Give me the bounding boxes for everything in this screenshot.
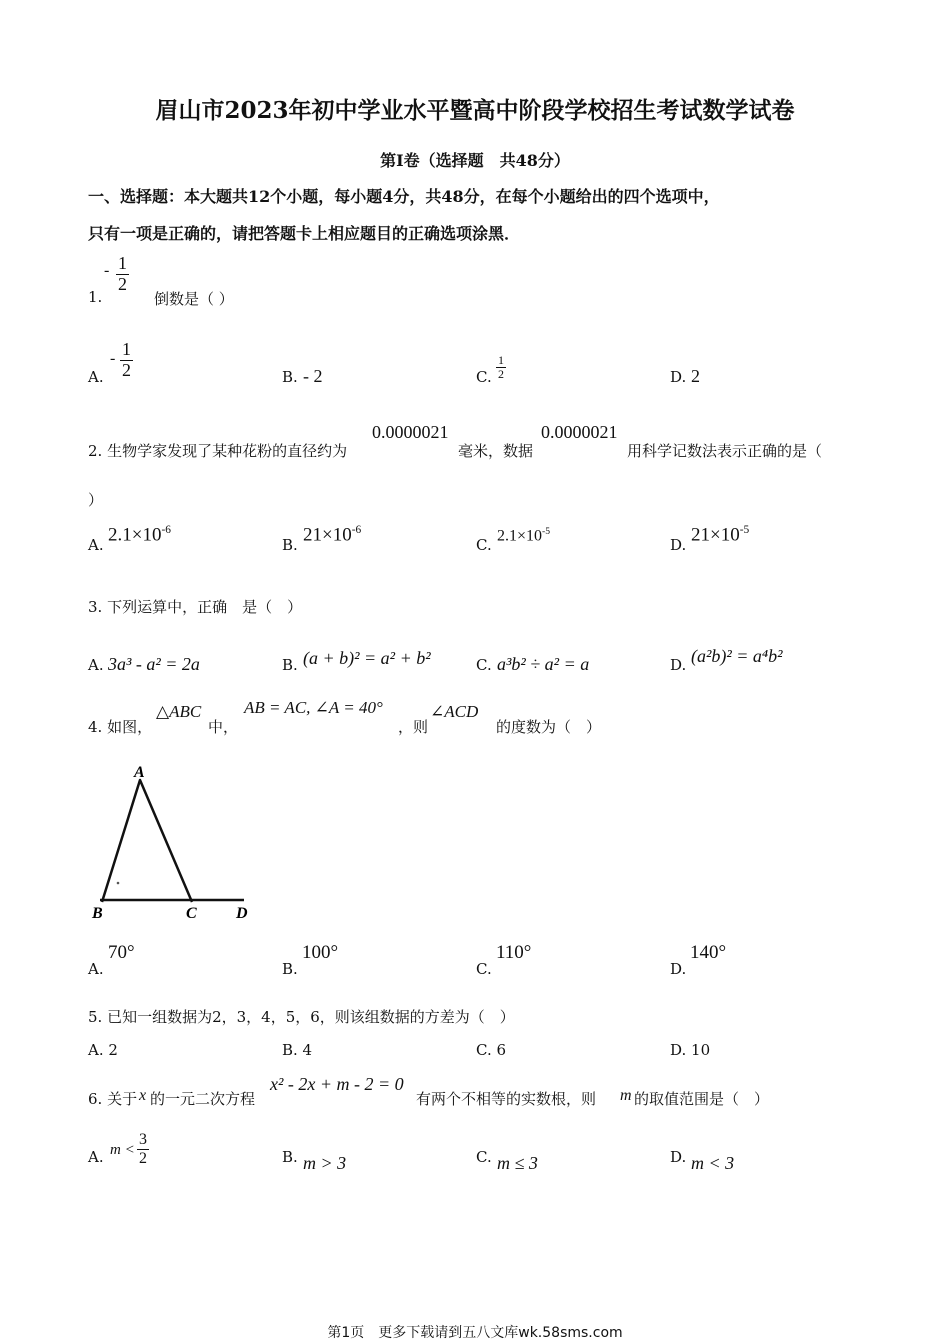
- q6-option-a-label[interactable]: A.: [88, 1148, 104, 1166]
- q1-minus: -: [104, 262, 110, 279]
- q6-option-c-label[interactable]: C.: [476, 1148, 492, 1166]
- q4-option-d-label[interactable]: D.: [670, 960, 687, 978]
- q4-option-c-value: 110°: [496, 942, 532, 963]
- q4-given-condition: AB = AC, ∠A = 40°: [244, 698, 383, 717]
- q1-option-b-label[interactable]: B.: [282, 368, 298, 386]
- q3-option-b-label[interactable]: B.: [282, 656, 298, 674]
- q2-option-c-label[interactable]: C.: [476, 536, 492, 554]
- exam-title: 眉山市2023年初中学业水平暨高中阶段学校招生考试数学试卷: [155, 97, 795, 124]
- q2-value2: 0.0000021: [541, 422, 618, 442]
- q6-variable-x: x: [139, 1087, 147, 1104]
- page-footer: 第1页 更多下载请到五八文库wk.58sms.com: [327, 1325, 623, 1341]
- q3-option-d-label[interactable]: D.: [670, 656, 687, 674]
- q4-option-b-label[interactable]: B.: [282, 960, 298, 978]
- q4-angle-acd: ∠ACD: [430, 702, 479, 721]
- q6-variable-m: m: [620, 1087, 632, 1104]
- q3-option-c-label[interactable]: C.: [476, 656, 492, 674]
- q4-text-part1: 4. 如图，: [88, 718, 153, 736]
- q5-option-a[interactable]: A. 2: [88, 1041, 118, 1059]
- point-label-b: B: [92, 905, 103, 922]
- q6-option-d-label[interactable]: D.: [670, 1148, 687, 1166]
- q1-option-a-minus: -: [110, 350, 116, 367]
- q6-text-part3: 有两个不相等的实数根，则: [416, 1090, 597, 1108]
- point-label-a: A: [134, 764, 145, 781]
- q4-option-a-value: 70°: [108, 942, 135, 963]
- q2-text-part2: 毫米，数据: [458, 442, 534, 460]
- q1-text: 倒数是（ ）: [154, 290, 234, 308]
- section-instruction-line1: 一、选择题：本大题共12个小题，每小题4分，共48分，在每个小题给出的四个选项中，: [88, 187, 720, 206]
- section-instruction-line2: 只有一项是正确的，请把答题卡上相应题目的正确选项涂黑．: [88, 224, 521, 243]
- q3-option-b-expr: (a + b)² = a² + b²: [303, 648, 431, 668]
- point-label-c: C: [186, 905, 197, 922]
- q4-text-part3: ，则: [398, 718, 429, 736]
- q5-option-b[interactable]: B. 4: [282, 1041, 313, 1059]
- q1-option-d-label[interactable]: D.: [670, 368, 687, 386]
- q4-option-b-value: 100°: [302, 942, 339, 963]
- triangle-sides: [102, 780, 192, 902]
- q4-text-part4: 的度数为（ ）: [496, 718, 602, 736]
- q6-text-part2: 的一元二次方程: [150, 1090, 256, 1108]
- q2-text-part1: 2. 生物学家发现了某种花粉的直径约为: [88, 442, 348, 460]
- q4-triangle-abc: △ABC: [156, 702, 202, 721]
- q5-text: 5. 已知一组数据为2，3，4，5，6，则该组数据的方差为（ ）: [88, 1008, 515, 1026]
- q6-option-c-expr: m ≤ 3: [497, 1153, 538, 1173]
- q2-option-a-expr: $2.1\times 10^{-6}$: [108, 524, 171, 546]
- q1-option-c-label[interactable]: C.: [476, 368, 492, 386]
- q6-option-b-expr: m > 3: [303, 1153, 347, 1173]
- q3-text: 3. 下列运算中，正确 是（ ）: [88, 598, 303, 616]
- q2-close-paren: ）: [88, 491, 104, 509]
- q6-equation: x² - 2x + m - 2 = 0: [270, 1074, 404, 1094]
- q1-number: 1.: [88, 288, 103, 306]
- q6-option-a-fraction: $\frac{3}{2}$: [139, 1131, 147, 1167]
- part-subtitle: 第I卷（选择题 共48分）: [380, 151, 570, 170]
- q4-text-part2: 中，: [208, 718, 239, 736]
- q1-option-b-value: - 2: [303, 366, 323, 386]
- q6-option-b-label[interactable]: B.: [282, 1148, 298, 1166]
- q1-fraction: $\frac{1}{2}$: [118, 253, 127, 294]
- q1-option-d-value: 2: [691, 366, 700, 386]
- q2-text-part3: 用科学记数法表示正确的是（: [627, 442, 823, 460]
- q5-option-c[interactable]: C. 6: [476, 1041, 507, 1059]
- q2-option-d-expr: $21\times 10^{-5}$: [691, 524, 750, 546]
- triangle-figure: [88, 760, 268, 925]
- q4-option-c-label[interactable]: C.: [476, 960, 492, 978]
- q3-option-a-label[interactable]: A.: [88, 656, 104, 674]
- q1-option-a-label[interactable]: A.: [88, 368, 104, 386]
- q1-option-c-fraction: $\frac{1}{2}$: [498, 353, 504, 382]
- q3-option-a-expr: 3a³ - a² = 2a: [108, 654, 200, 674]
- q2-value1: 0.0000021: [372, 422, 449, 442]
- stray-dot: [117, 882, 120, 885]
- point-label-d: D: [236, 905, 248, 922]
- q5-option-d[interactable]: D. 10: [670, 1041, 711, 1059]
- q2-option-b-label[interactable]: B.: [282, 536, 298, 554]
- q6-text-part1: 6. 关于: [88, 1090, 138, 1108]
- q1-option-a-fraction: $\frac{1}{2}$: [122, 339, 131, 380]
- q2-option-a-label[interactable]: A.: [88, 536, 104, 554]
- q2-option-c-expr: $2.1\times 10^{-5}$: [497, 526, 551, 545]
- q2-option-d-label[interactable]: D.: [670, 536, 687, 554]
- q6-option-d-expr: m < 3: [691, 1153, 735, 1173]
- q4-option-d-value: 140°: [690, 942, 727, 963]
- q4-option-a-label[interactable]: A.: [88, 960, 104, 978]
- q6-option-a-lhs: m <: [110, 1142, 135, 1158]
- q3-option-d-expr: (a²b)² = a⁴b²: [691, 646, 783, 666]
- q6-text-part4: 的取值范围是（ ）: [634, 1090, 770, 1108]
- q2-option-b-expr: $21\times 10^{-6}$: [303, 524, 362, 546]
- q3-option-c-expr: a³b² ÷ a² = a: [497, 654, 590, 674]
